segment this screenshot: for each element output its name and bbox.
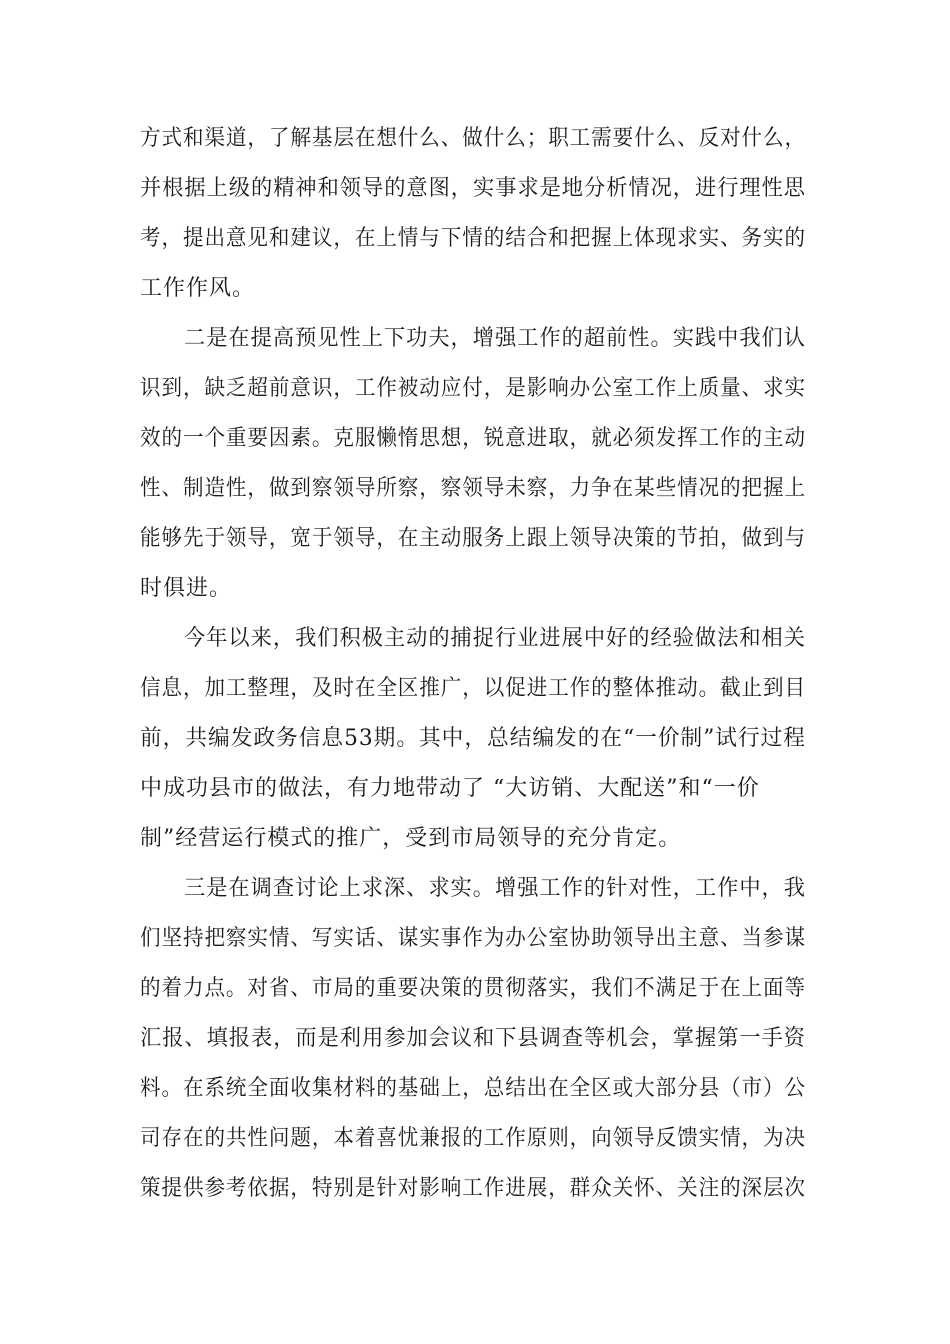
text-line: 并根据上级的精神和领导的意图，实事求是地分析情况，进行理性思 bbox=[140, 176, 807, 201]
text-line: 司存在的共性问题，本着喜忧兼报的工作原则，向领导反馈实情，为决 bbox=[140, 1126, 807, 1151]
text-line: 策提供参考依据，特别是针对影响工作进展，群众关怀、关注的深层次 bbox=[140, 1176, 807, 1201]
text-line: 三是在调查讨论上求深、求实。增强工作的针对性，工作中，我 bbox=[184, 876, 806, 901]
text-line: 制”经营运行模式的推广，受到市局领导的充分肯定。 bbox=[140, 826, 682, 851]
text-line: 二是在提高预见性上下功夫，增强工作的超前性。实践中我们认 bbox=[184, 326, 806, 351]
text-line: 的着力点。对省、市局的重要决策的贯彻落实，我们不满足于在上面等 bbox=[140, 976, 807, 1001]
text-line: 前，共编发政务信息53期。其中，总结编发的在“一价制”试行过程 bbox=[140, 726, 806, 751]
text-line: 方式和渠道，了解基层在想什么、做什么；职工需要什么、反对什么， bbox=[140, 126, 807, 151]
text-line: 考，提出意见和建议，在上情与下情的结合和把握上体现求实、务实的 bbox=[140, 226, 807, 251]
text-line: 性、制造性，做到察领导所察，察领导未察，力争在某些情况的把握上 bbox=[140, 476, 807, 501]
text-line: 时俱进。 bbox=[140, 576, 233, 601]
text-line: 识到，缺乏超前意识，工作被动应付，是影响办公室工作上质量、求实 bbox=[140, 376, 807, 401]
text-line: 汇报、填报表，而是利用参加会议和下县调查等机会，掌握第一手资 bbox=[140, 1026, 807, 1051]
text-line: 信息，加工整理，及时在全区推广，以促进工作的整体推动。截止到目 bbox=[140, 676, 807, 701]
text-line: 能够先于领导，宽于领导，在主动服务上跟上领导决策的节拍，做到与 bbox=[140, 526, 807, 551]
text-line: 中成功县市的做法，有力地带动了 “大访销、大配送”和“一价 bbox=[140, 776, 760, 801]
text-line: 效的一个重要因素。克服懒惰思想，锐意进取，就必须发挥工作的主动 bbox=[140, 426, 807, 451]
text-line: 料。在系统全面收集材料的基础上，总结出在全区或大部分县（市）公 bbox=[140, 1076, 807, 1101]
text-line: 今年以来，我们积极主动的捕捉行业进展中好的经验做法和相关 bbox=[184, 626, 806, 651]
text-line: 工作作风。 bbox=[140, 276, 256, 301]
text-line: 们坚持把察实情、写实话、谋实事作为办公室协助领导出主意、当参谋 bbox=[140, 926, 807, 951]
